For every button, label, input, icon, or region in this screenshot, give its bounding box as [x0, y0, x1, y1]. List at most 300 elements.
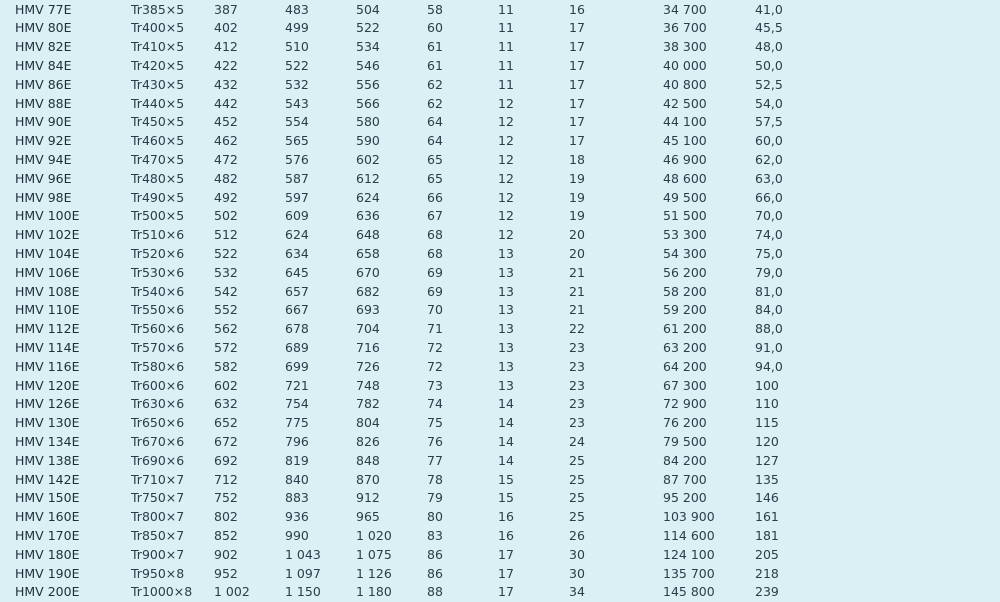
designation-cell: HMV 94E — [15, 151, 72, 167]
table-cell: 17 — [569, 114, 585, 130]
table-cell: Tr440×5 — [131, 95, 185, 111]
table-cell: 51 500 — [663, 208, 707, 224]
table-row — [0, 57, 1000, 76]
designation-cell: HMV 90E — [15, 114, 72, 130]
table-row — [0, 452, 1000, 471]
table-cell: 26 — [569, 527, 585, 543]
table-cell: 609 — [285, 208, 309, 224]
designation-cell: HMV 104E — [15, 245, 80, 261]
table-cell: 522 — [356, 20, 380, 36]
table-cell: 84,0 — [755, 302, 783, 318]
table-cell: 1 126 — [356, 565, 392, 581]
table-cell: 704 — [356, 321, 380, 337]
table-cell: 522 — [285, 57, 309, 73]
designation-cell: HMV 180E — [15, 546, 80, 562]
table-cell: 74 — [427, 396, 443, 412]
table-cell: 796 — [285, 433, 309, 449]
table-cell: 502 — [214, 208, 238, 224]
table-row — [0, 132, 1000, 151]
table-cell: 25 — [569, 509, 585, 525]
table-cell: 71 — [427, 321, 443, 337]
table-cell: 12 — [498, 189, 514, 205]
designation-cell: HMV 100E — [15, 208, 80, 224]
table-cell: Tr510×6 — [131, 227, 185, 243]
table-cell: 66,0 — [755, 189, 783, 205]
table-cell: 86 — [427, 565, 443, 581]
table-cell: 218 — [755, 565, 779, 581]
table-cell: 17 — [498, 546, 514, 562]
table-cell: 572 — [214, 339, 238, 355]
designation-cell: HMV 98E — [15, 189, 72, 205]
table-row — [0, 339, 1000, 358]
table-cell: 22 — [569, 321, 585, 337]
designation-cell: HMV 190E — [15, 565, 80, 581]
table-cell: 81,0 — [755, 283, 783, 299]
designation-cell: HMV 114E — [15, 339, 80, 355]
table-cell: 64 200 — [663, 358, 707, 374]
table-cell: 70,0 — [755, 208, 783, 224]
table-cell: 78 — [427, 471, 443, 487]
table-cell: 1 043 — [285, 546, 321, 562]
table-cell: 48,0 — [755, 39, 783, 55]
table-cell: 23 — [569, 396, 585, 412]
table-row — [0, 377, 1000, 396]
table-cell: 65 — [427, 170, 443, 186]
table-cell: 14 — [498, 433, 514, 449]
table-cell: 181 — [755, 527, 779, 543]
table-cell: 670 — [356, 264, 380, 280]
designation-cell: HMV 120E — [15, 377, 80, 393]
table-cell: 62,0 — [755, 151, 783, 167]
table-cell: 95 200 — [663, 490, 707, 506]
table-cell: 23 — [569, 377, 585, 393]
table-cell: 60,0 — [755, 133, 783, 149]
table-cell: 45 100 — [663, 133, 707, 149]
table-cell: Tr480×5 — [131, 170, 185, 186]
table-cell: 75 — [427, 415, 443, 431]
table-row — [0, 414, 1000, 433]
table-cell: 624 — [356, 189, 380, 205]
table-cell: 38 300 — [663, 39, 707, 55]
table-cell: 70 — [427, 302, 443, 318]
table-cell: 14 — [498, 396, 514, 412]
table-cell: 667 — [285, 302, 309, 318]
table-cell: 72 900 — [663, 396, 707, 412]
table-cell: 870 — [356, 471, 380, 487]
table-cell: 115 — [755, 415, 779, 431]
designation-cell: HMV 106E — [15, 264, 80, 280]
table-cell: Tr800×7 — [131, 509, 185, 525]
table-cell: 632 — [214, 396, 238, 412]
table-cell: 587 — [285, 170, 309, 186]
table-cell: 775 — [285, 415, 309, 431]
table-cell: 65 — [427, 151, 443, 167]
table-cell: 61 — [427, 57, 443, 73]
table-cell: 17 — [569, 39, 585, 55]
table-cell: 66 — [427, 189, 443, 205]
designation-cell: HMV 96E — [15, 170, 72, 186]
table-cell: Tr400×5 — [131, 20, 185, 36]
table-cell: 552 — [214, 302, 238, 318]
table-cell: 135 700 — [663, 565, 715, 581]
designation-cell: HMV 142E — [15, 471, 80, 487]
table-cell: 12 — [498, 227, 514, 243]
table-cell: 114 600 — [663, 527, 715, 543]
table-cell: 25 — [569, 471, 585, 487]
designation-cell: HMV 84E — [15, 57, 72, 73]
table-cell: 582 — [214, 358, 238, 374]
table-cell: 883 — [285, 490, 309, 506]
table-cell: Tr600×6 — [131, 377, 185, 393]
table-cell: 602 — [214, 377, 238, 393]
table-row — [0, 508, 1000, 527]
table-cell: 25 — [569, 490, 585, 506]
table-cell: Tr430×5 — [131, 76, 185, 92]
designation-cell: HMV 86E — [15, 76, 72, 92]
table-row — [0, 358, 1000, 377]
table-cell: Tr385×5 — [131, 1, 185, 17]
table-cell: Tr900×7 — [131, 546, 185, 562]
table-cell: Tr570×6 — [131, 339, 185, 355]
table-row — [0, 151, 1000, 170]
table-cell: 34 — [569, 584, 585, 600]
table-cell: 72 — [427, 358, 443, 374]
table-cell: 17 — [498, 565, 514, 581]
table-cell: 21 — [569, 283, 585, 299]
table-cell: 16 — [569, 1, 585, 17]
table-cell: 13 — [498, 358, 514, 374]
table-cell: 17 — [569, 57, 585, 73]
table-cell: 1 075 — [356, 546, 392, 562]
table-cell: 103 900 — [663, 509, 715, 525]
table-row — [0, 76, 1000, 95]
table-cell: 120 — [755, 433, 779, 449]
table-cell: 61 200 — [663, 321, 707, 337]
table-row — [0, 546, 1000, 565]
table-cell: 12 — [498, 208, 514, 224]
table-row — [0, 471, 1000, 490]
table-cell: 543 — [285, 95, 309, 111]
table-cell: 19 — [569, 208, 585, 224]
designation-cell: HMV 160E — [15, 509, 80, 525]
table-row — [0, 189, 1000, 208]
table-cell: 402 — [214, 20, 238, 36]
table-cell: 69 — [427, 283, 443, 299]
table-cell: 452 — [214, 114, 238, 130]
table-cell: 76 — [427, 433, 443, 449]
table-cell: 802 — [214, 509, 238, 525]
table-cell: 19 — [569, 170, 585, 186]
table-cell: 952 — [214, 565, 238, 581]
table-cell: 50,0 — [755, 57, 783, 73]
table-cell: 12 — [498, 151, 514, 167]
table-cell: 17 — [569, 95, 585, 111]
table-cell: 965 — [356, 509, 380, 525]
table-cell: 602 — [356, 151, 380, 167]
table-cell: 46 900 — [663, 151, 707, 167]
table-cell: 840 — [285, 471, 309, 487]
table-cell: Tr520×6 — [131, 245, 185, 261]
table-cell: 100 — [755, 377, 779, 393]
table-cell: Tr470×5 — [131, 151, 185, 167]
table-cell: 657 — [285, 283, 309, 299]
table-cell: 40 000 — [663, 57, 707, 73]
table-row — [0, 433, 1000, 452]
table-cell: 16 — [498, 509, 514, 525]
table-cell: 84 200 — [663, 452, 707, 468]
table-cell: 73 — [427, 377, 443, 393]
table-cell: 23 — [569, 415, 585, 431]
table-cell: 72 — [427, 339, 443, 355]
table-cell: 57,5 — [755, 114, 783, 130]
table-cell: 56 200 — [663, 264, 707, 280]
table-cell: 146 — [755, 490, 779, 506]
table-cell: 88,0 — [755, 321, 783, 337]
table-cell: 565 — [285, 133, 309, 149]
table-cell: 532 — [285, 76, 309, 92]
designation-cell: HMV 92E — [15, 133, 72, 149]
table-cell: 721 — [285, 377, 309, 393]
table-cell: 94,0 — [755, 358, 783, 374]
table-cell: 14 — [498, 415, 514, 431]
table-cell: 648 — [356, 227, 380, 243]
table-row — [0, 527, 1000, 546]
table-cell: 499 — [285, 20, 309, 36]
table-cell: 77 — [427, 452, 443, 468]
table-cell: 11 — [498, 39, 514, 55]
table-cell: 21 — [569, 302, 585, 318]
table-cell: 17 — [569, 76, 585, 92]
designation-cell: HMV 82E — [15, 39, 72, 55]
table-cell: 20 — [569, 227, 585, 243]
designation-cell: HMV 170E — [15, 527, 80, 543]
table-cell: 23 — [569, 358, 585, 374]
table-cell: 12 — [498, 114, 514, 130]
table-cell: 902 — [214, 546, 238, 562]
table-cell: 69 — [427, 264, 443, 280]
table-cell: 15 — [498, 471, 514, 487]
table-cell: 87 700 — [663, 471, 707, 487]
table-cell: 752 — [214, 490, 238, 506]
table-cell: Tr670×6 — [131, 433, 185, 449]
table-cell: 34 700 — [663, 1, 707, 17]
table-cell: 748 — [356, 377, 380, 393]
table-cell: 63 200 — [663, 339, 707, 355]
table-row — [0, 38, 1000, 57]
designation-cell: HMV 108E — [15, 283, 80, 299]
table-cell: 658 — [356, 245, 380, 261]
table-cell: 546 — [356, 57, 380, 73]
table-cell: Tr850×7 — [131, 527, 185, 543]
table-cell: Tr410×5 — [131, 39, 185, 55]
table-cell: 54 300 — [663, 245, 707, 261]
table-cell: 239 — [755, 584, 779, 600]
table-cell: Tr630×6 — [131, 396, 185, 412]
table-cell: 1 097 — [285, 565, 321, 581]
table-cell: 63,0 — [755, 170, 783, 186]
designation-cell: HMV 88E — [15, 95, 72, 111]
table-cell: 782 — [356, 396, 380, 412]
designation-cell: HMV 110E — [15, 302, 80, 318]
table-cell: 83 — [427, 527, 443, 543]
table-cell: Tr540×6 — [131, 283, 185, 299]
table-cell: 576 — [285, 151, 309, 167]
table-cell: 699 — [285, 358, 309, 374]
table-cell: 13 — [498, 245, 514, 261]
table-cell: 645 — [285, 264, 309, 280]
table-cell: 53 300 — [663, 227, 707, 243]
designation-cell: HMV 116E — [15, 358, 80, 374]
table-cell: 91,0 — [755, 339, 783, 355]
table-cell: 67 300 — [663, 377, 707, 393]
table-cell: 11 — [498, 20, 514, 36]
table-cell: 542 — [214, 283, 238, 299]
table-row — [0, 226, 1000, 245]
table-cell: 44 100 — [663, 114, 707, 130]
table-cell: 30 — [569, 565, 585, 581]
table-cell: 412 — [214, 39, 238, 55]
table-cell: 13 — [498, 283, 514, 299]
table-row — [0, 264, 1000, 283]
table-cell: 23 — [569, 339, 585, 355]
table-cell: 12 — [498, 170, 514, 186]
table-cell: 17 — [498, 584, 514, 600]
table-cell: 636 — [356, 208, 380, 224]
table-cell: 45,5 — [755, 20, 783, 36]
table-cell: 11 — [498, 76, 514, 92]
table-cell: 432 — [214, 76, 238, 92]
table-cell: 754 — [285, 396, 309, 412]
table-cell: 692 — [214, 452, 238, 468]
table-cell: 422 — [214, 57, 238, 73]
table-cell: 1 002 — [214, 584, 250, 600]
table-cell: Tr710×7 — [131, 471, 185, 487]
table-cell: 19 — [569, 189, 585, 205]
table-cell: 689 — [285, 339, 309, 355]
table-cell: 566 — [356, 95, 380, 111]
table-cell: 52,5 — [755, 76, 783, 92]
table-cell: 13 — [498, 264, 514, 280]
table-cell: Tr420×5 — [131, 57, 185, 73]
table-cell: Tr1000×8 — [131, 584, 193, 600]
table-cell: 17 — [569, 133, 585, 149]
table-cell: 678 — [285, 321, 309, 337]
table-cell: 848 — [356, 452, 380, 468]
table-cell: 58 — [427, 1, 443, 17]
table-cell: 88 — [427, 584, 443, 600]
table-cell: Tr580×6 — [131, 358, 185, 374]
table-cell: 76 200 — [663, 415, 707, 431]
table-cell: 612 — [356, 170, 380, 186]
table-cell: 42 500 — [663, 95, 707, 111]
table-row — [0, 395, 1000, 414]
table-cell: 1 020 — [356, 527, 392, 543]
table-cell: 672 — [214, 433, 238, 449]
table-cell: 512 — [214, 227, 238, 243]
table-cell: 60 — [427, 20, 443, 36]
table-cell: 462 — [214, 133, 238, 149]
table-cell: 54,0 — [755, 95, 783, 111]
table-cell: 554 — [285, 114, 309, 130]
table-cell: 852 — [214, 527, 238, 543]
table-cell: 13 — [498, 302, 514, 318]
table-cell: 74,0 — [755, 227, 783, 243]
table-cell: 17 — [569, 20, 585, 36]
table-row — [0, 1, 1000, 20]
table-cell: 16 — [498, 527, 514, 543]
table-cell: 716 — [356, 339, 380, 355]
table-cell: 534 — [356, 39, 380, 55]
designation-cell: HMV 112E — [15, 321, 80, 337]
table-cell: 13 — [498, 339, 514, 355]
table-cell: 712 — [214, 471, 238, 487]
table-row — [0, 565, 1000, 584]
table-cell: Tr750×7 — [131, 490, 185, 506]
table-cell: Tr560×6 — [131, 321, 185, 337]
table-cell: 79,0 — [755, 264, 783, 280]
table-cell: 68 — [427, 245, 443, 261]
table-cell: 21 — [569, 264, 585, 280]
table-cell: 1 180 — [356, 584, 392, 600]
table-cell: 442 — [214, 95, 238, 111]
table-cell: 161 — [755, 509, 779, 525]
table-cell: 13 — [498, 377, 514, 393]
table-cell: 13 — [498, 321, 514, 337]
table-cell: 472 — [214, 151, 238, 167]
table-cell: 41,0 — [755, 1, 783, 17]
table-cell: 990 — [285, 527, 309, 543]
table-cell: 510 — [285, 39, 309, 55]
table-cell: 36 700 — [663, 20, 707, 36]
table-cell: 24 — [569, 433, 585, 449]
table-cell: 61 — [427, 39, 443, 55]
table-cell: 14 — [498, 452, 514, 468]
table-cell: 597 — [285, 189, 309, 205]
designation-cell: HMV 130E — [15, 415, 80, 431]
table-cell: 693 — [356, 302, 380, 318]
table-cell: 11 — [498, 1, 514, 17]
table-cell: 652 — [214, 415, 238, 431]
table-row — [0, 245, 1000, 264]
table-cell: 40 800 — [663, 76, 707, 92]
table-cell: 79 500 — [663, 433, 707, 449]
table-row — [0, 170, 1000, 189]
table-cell: 504 — [356, 1, 380, 17]
table-cell: 68 — [427, 227, 443, 243]
table-cell: 135 — [755, 471, 779, 487]
table-row — [0, 283, 1000, 302]
table-row — [0, 489, 1000, 508]
table-cell: 556 — [356, 76, 380, 92]
table-cell: Tr530×6 — [131, 264, 185, 280]
table-cell: 110 — [755, 396, 779, 412]
table-cell: Tr460×5 — [131, 133, 185, 149]
table-cell: 682 — [356, 283, 380, 299]
table-cell: 64 — [427, 133, 443, 149]
table-cell: 25 — [569, 452, 585, 468]
designation-cell: HMV 102E — [15, 227, 80, 243]
table-cell: 819 — [285, 452, 309, 468]
table-cell: 590 — [356, 133, 380, 149]
table-cell: Tr690×6 — [131, 452, 185, 468]
table-cell: Tr450×5 — [131, 114, 185, 130]
table-cell: 124 100 — [663, 546, 715, 562]
table-cell: Tr490×5 — [131, 189, 185, 205]
designation-cell: HMV 77E — [15, 1, 72, 17]
table-cell: 49 500 — [663, 189, 707, 205]
table-cell: 11 — [498, 57, 514, 73]
table-cell: 726 — [356, 358, 380, 374]
